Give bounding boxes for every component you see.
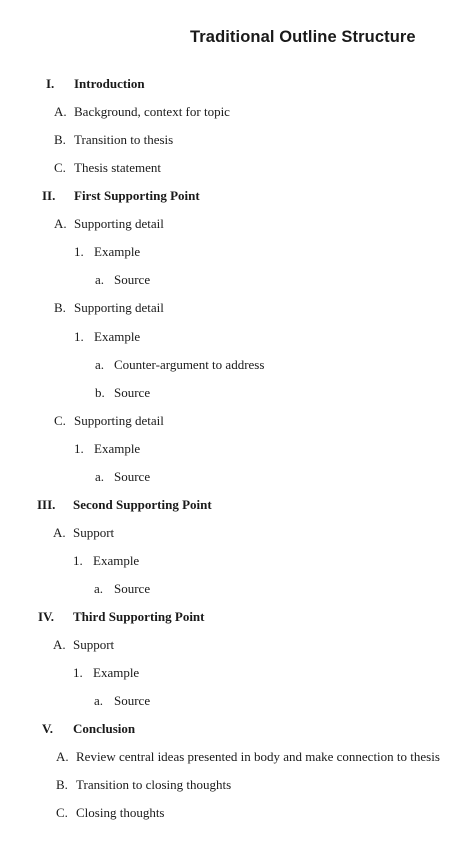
outline-marker: a.	[95, 356, 105, 372]
outline-marker: A.	[53, 637, 66, 652]
outline-marker: III.	[37, 496, 56, 512]
outline-text: Transition to thesis	[74, 132, 174, 148]
outline-text: First Supporting Point	[74, 188, 200, 204]
outline-text: Supporting detail	[74, 216, 164, 232]
outline-marker: b.	[95, 384, 105, 400]
outline-marker: I.	[46, 76, 55, 91]
outline-marker: A.	[53, 524, 66, 540]
outline-marker: A.	[56, 749, 69, 765]
outline-marker: A.	[54, 216, 67, 232]
outline-text: Thesis statement	[74, 160, 162, 176]
outline-marker: A.	[54, 104, 67, 119]
outline-marker: 1.	[73, 552, 83, 568]
outline-text: Example	[94, 440, 141, 456]
outline-marker: C.	[56, 805, 68, 821]
outline-text: Third Supporting Point	[73, 609, 205, 624]
outline-marker: a.	[94, 580, 104, 596]
outline-marker: 1.	[74, 244, 84, 260]
outline-marker: a.	[94, 693, 104, 709]
outline-text: Review central ideas presented in body and make connection to thesis	[76, 749, 440, 765]
outline-text: Supporting detail	[74, 412, 164, 428]
outline-text: Source	[114, 693, 151, 709]
outline-text: Counter-argument to address	[114, 356, 265, 372]
outline-text: Second Supporting Point	[73, 496, 212, 512]
outline-text: Support	[73, 637, 115, 652]
outline-text: Source	[114, 384, 151, 400]
outline-marker: B.	[54, 132, 66, 148]
outline-text: Transition to closing thoughts	[76, 777, 232, 793]
outline-marker: II.	[42, 188, 56, 204]
outline-marker: C.	[54, 412, 66, 428]
outline-text: Example	[94, 328, 141, 344]
outline-marker: V.	[42, 721, 53, 737]
outline-text: Closing thoughts	[76, 805, 165, 821]
outline-text: Supporting detail	[74, 300, 164, 316]
outline-marker: 1.	[74, 440, 84, 456]
outline-marker: a.	[95, 272, 105, 288]
outline-text: Source	[114, 468, 151, 484]
outline-text: Example	[94, 244, 141, 260]
outline-text: Support	[73, 524, 115, 540]
outline-text: Source	[114, 580, 151, 596]
outline-marker: B.	[54, 300, 66, 316]
outline-text: Conclusion	[73, 721, 136, 737]
outline-marker: C.	[54, 160, 66, 176]
outline-text: Example	[93, 665, 140, 681]
outline-marker: B.	[56, 777, 68, 793]
outline-text: Introduction	[74, 76, 145, 91]
page-title: Traditional Outline Structure	[190, 28, 416, 46]
outline-marker: 1.	[74, 328, 84, 344]
outline-text: Source	[114, 272, 151, 288]
outline-text: Background, context for topic	[74, 104, 230, 119]
outline-text: Example	[93, 552, 140, 568]
outline-marker: 1.	[73, 665, 83, 681]
outline-marker: a.	[95, 468, 105, 484]
outline-marker: IV.	[38, 609, 55, 624]
